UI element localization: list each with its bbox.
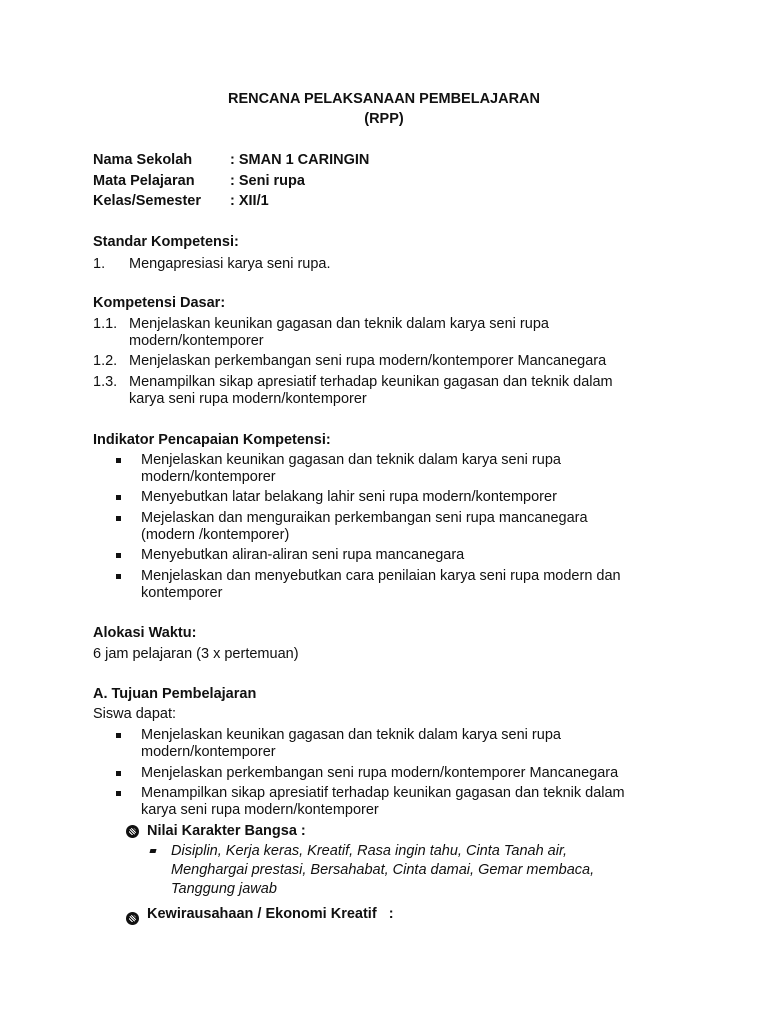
tujuan-item-line: Menampilkan sikap apresiatif terhadap keunikan gagasan dan teknik dalam [141,785,625,801]
kd-item-line: karya seni rupa modern/kontemporer [129,391,367,407]
document-subtitle: (RPP) [364,111,404,127]
kd-item-line: Menjelaskan keunikan gagasan dan teknik dalam karya seni rupa [129,316,549,332]
indikator-item-line: Menyebutkan latar belakang lahir seni rupa modern/kontemporer [141,489,557,505]
tujuan-intro: Siswa dapat: [93,706,177,722]
nilai-line: Tanggung jawab [171,881,277,897]
tujuan-item-line: Menjelaskan keunikan gagasan dan teknik dalam karya seni rupa [141,727,561,743]
indikator-item-line: (modern /kontemporer) [141,527,290,543]
kewirausahaan-heading: Kewirausahaan / Ekonomi Kreatif : [147,906,394,922]
square-bullet-icon [116,495,121,500]
alokasi-heading: Alokasi Waktu: [93,625,197,641]
kd-item-line: Menampilkan sikap apresiatif terhadap keunikan gagasan dan teknik dalam [129,374,613,390]
tujuan-heading: A. Tujuan Pembelajaran [93,686,257,702]
kd-item-line: modern/kontemporer [129,333,264,349]
square-bullet-icon [116,574,121,579]
square-bullet-icon [116,771,121,776]
circle-bullet-icon [126,825,139,838]
kd-item-number: 1.3. [93,374,118,390]
standar-heading: Standar Kompetensi: [93,234,239,250]
square-bullet-icon [116,458,121,463]
indikator-item-line: Menyebutkan aliran-aliran seni rupa mancanegara [141,547,465,563]
kd-item-line: Menjelaskan perkembangan seni rupa modern/kontemporer Mancanegara [129,353,607,369]
kd-item-number: 1.1. [93,316,118,332]
nilai-line: Disiplin, Kerja keras, Kreatif, Rasa ingin tahu, Cinta Tanah air, [171,843,568,859]
identity-label-subject: Mata Pelajaran [93,173,195,189]
circle-bullet-icon [126,912,139,925]
identity-label-school: Nama Sekolah [93,152,193,168]
indikator-item-line: Mejelaskan dan menguraikan perkembangan seni rupa mancanegara [141,510,588,526]
kd-heading: Kompetensi Dasar: [93,295,226,311]
identity-label-class: Kelas/Semester [93,193,202,209]
standar-item-text: Mengapresiasi karya seni rupa. [129,256,331,272]
square-bullet-icon [116,516,121,521]
square-bullet-icon [116,791,121,796]
indikator-item-line: kontemporer [141,585,223,601]
square-bullet-icon [116,733,121,738]
square-bullet-icon [116,553,121,558]
indikator-item-line: modern/kontemporer [141,469,276,485]
tujuan-item-line: Menjelaskan perkembangan seni rupa modern/kontemporer Mancanegara [141,765,619,781]
identity-value-class: : XII/1 [230,193,269,209]
nilai-line: Menghargai prestasi, Bersahabat, Cinta damai, Gemar membaca, [171,862,595,878]
indikator-heading: Indikator Pencapaian Kompetensi: [93,432,331,448]
indikator-item-line: Menjelaskan keunikan gagasan dan teknik dalam karya seni rupa [141,452,561,468]
tujuan-item-line: modern/kontemporer [141,744,276,760]
nilai-heading: Nilai Karakter Bangsa : [147,823,306,839]
square-bullet-icon [149,849,156,853]
identity-value-school: : SMAN 1 CARINGIN [230,152,370,168]
tujuan-item-line: karya seni rupa modern/kontemporer [141,802,379,818]
identity-value-subject: : Seni rupa [230,173,305,189]
standar-item-number: 1. [93,256,106,272]
kd-item-number: 1.2. [93,353,118,369]
document-title: RENCANA PELAKSANAAN PEMBELAJARAN [227,91,541,107]
alokasi-text: 6 jam pelajaran (3 x pertemuan) [93,646,299,662]
indikator-item-line: Menjelaskan dan menyebutkan cara penilaian karya seni rupa modern dan [141,568,621,584]
